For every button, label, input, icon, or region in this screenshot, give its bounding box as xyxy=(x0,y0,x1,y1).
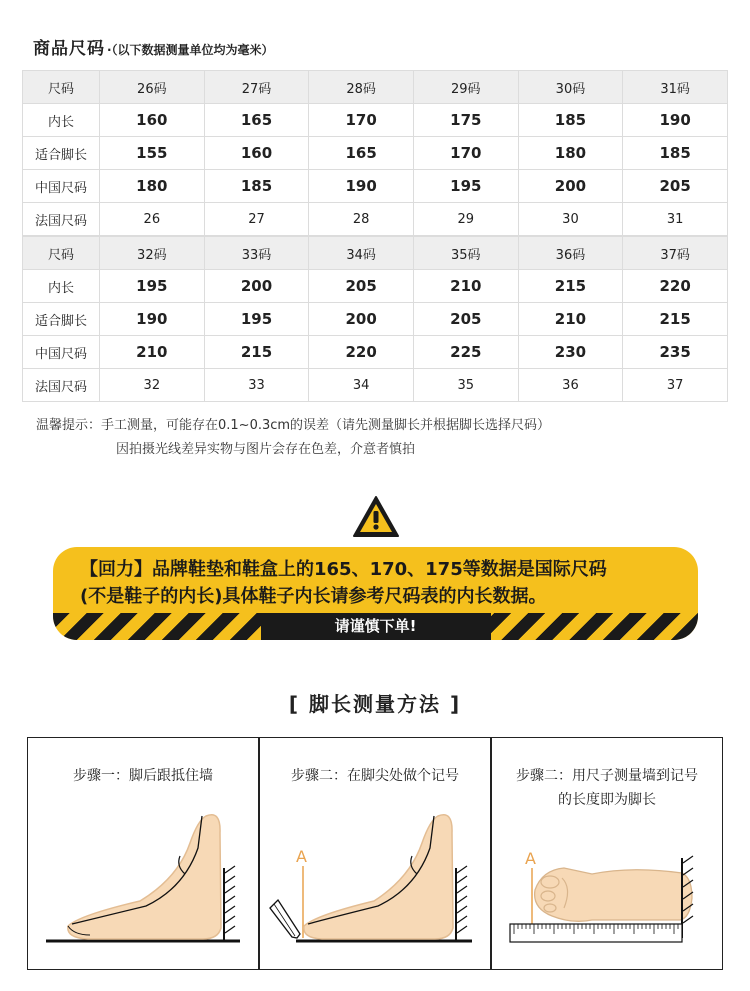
size-value-cell: 175 xyxy=(413,104,518,137)
size-value-cell: 26 xyxy=(100,203,205,236)
header-label-cell: 尺码 xyxy=(23,237,100,270)
size-value-cell: 195 xyxy=(100,270,205,303)
marker-a-label-2: A xyxy=(525,849,536,868)
size-value-cell: 27 xyxy=(204,203,309,236)
step-1-text: 步骤一：脚后跟抵住墙 xyxy=(73,768,213,784)
size-value-cell: 32 xyxy=(100,369,205,402)
size-header-row xyxy=(23,237,728,270)
row-label-cell: 适合脚长 xyxy=(23,137,100,170)
warning-icon xyxy=(352,495,400,539)
size-row xyxy=(23,137,728,170)
size-value-cell: 200 xyxy=(204,270,309,303)
step-panel-1 xyxy=(27,737,259,970)
size-value-cell: 190 xyxy=(309,170,414,203)
size-value-cell: 195 xyxy=(204,303,309,336)
size-value-cell: 33 xyxy=(204,369,309,402)
size-value-cell: 34 xyxy=(309,369,414,402)
size-header-cell: 26码 xyxy=(100,71,205,104)
size-value-cell: 205 xyxy=(623,170,728,203)
tips xyxy=(36,414,550,462)
size-value-cell: 215 xyxy=(623,303,728,336)
size-header-row xyxy=(23,71,728,104)
size-header-cell: 35码 xyxy=(413,237,518,270)
size-value-cell: 210 xyxy=(100,336,205,369)
size-value-cell: 155 xyxy=(100,137,205,170)
step-2-text: 步骤二：在脚尖处做个记号 xyxy=(291,768,459,784)
size-value-cell: 185 xyxy=(204,170,309,203)
size-value-cell: 205 xyxy=(413,303,518,336)
row-label-cell: 内长 xyxy=(23,104,100,137)
row-label-cell: 内长 xyxy=(23,270,100,303)
banner-line-2: (不是鞋子的内长)具体鞋子内长请参考尺码表的内长数据。 xyxy=(80,586,547,607)
size-value-cell: 225 xyxy=(413,336,518,369)
size-value-cell: 235 xyxy=(623,336,728,369)
size-value-cell: 210 xyxy=(413,270,518,303)
step-panel-3 xyxy=(491,737,723,970)
size-value-cell: 31 xyxy=(623,203,728,236)
size-value-cell: 215 xyxy=(204,336,309,369)
size-value-cell: 36 xyxy=(518,369,623,402)
header-label-cell: 尺码 xyxy=(23,71,100,104)
size-value-cell: 190 xyxy=(100,303,205,336)
step-3-line-1: 步骤二：用尺子测量墙到记号 xyxy=(516,768,698,784)
step-panel-2 xyxy=(259,737,491,970)
banner-line-1: 【回力】品牌鞋垫和鞋盒上的165、170、175等数据是国际尺码 xyxy=(80,559,607,580)
size-value-cell: 220 xyxy=(309,336,414,369)
size-row xyxy=(23,170,728,203)
size-row xyxy=(23,369,728,402)
size-header-cell: 30码 xyxy=(518,71,623,104)
size-value-cell: 185 xyxy=(518,104,623,137)
size-row xyxy=(23,203,728,236)
notice-banner xyxy=(53,547,698,640)
size-header-cell: 34码 xyxy=(309,237,414,270)
size-value-cell: 180 xyxy=(518,137,623,170)
size-header-cell: 31码 xyxy=(623,71,728,104)
page-subtitle: ·（以下数据测量单位均为毫米） xyxy=(107,43,274,57)
size-value-cell: 180 xyxy=(100,170,205,203)
marker-a-label-1: A xyxy=(296,847,307,866)
size-value-cell: 165 xyxy=(204,104,309,137)
size-row xyxy=(23,270,728,303)
row-label-cell: 适合脚长 xyxy=(23,303,100,336)
row-label-cell: 中国尺码 xyxy=(23,336,100,369)
size-value-cell: 190 xyxy=(623,104,728,137)
size-header-cell: 33码 xyxy=(204,237,309,270)
ruler xyxy=(510,924,682,942)
size-value-cell: 30 xyxy=(518,203,623,236)
size-header-cell: 32码 xyxy=(100,237,205,270)
step-3-line-2: 的长度即为脚长 xyxy=(558,792,656,808)
size-header-cell: 29码 xyxy=(413,71,518,104)
size-row xyxy=(23,303,728,336)
size-value-cell: 220 xyxy=(623,270,728,303)
size-value-cell: 29 xyxy=(413,203,518,236)
size-value-cell: 165 xyxy=(309,137,414,170)
row-label-cell: 法国尺码 xyxy=(23,369,100,402)
size-value-cell: 160 xyxy=(100,104,205,137)
size-value-cell: 205 xyxy=(309,270,414,303)
size-value-cell: 185 xyxy=(623,137,728,170)
size-value-cell: 28 xyxy=(309,203,414,236)
size-value-cell: 200 xyxy=(309,303,414,336)
size-value-cell: 160 xyxy=(204,137,309,170)
size-value-cell: 230 xyxy=(518,336,623,369)
size-header-cell: 36码 xyxy=(518,237,623,270)
size-header-cell: 28码 xyxy=(309,71,414,104)
size-value-cell: 200 xyxy=(518,170,623,203)
page-title: 商品尺码 ·（以下数据测量单位均为毫米） xyxy=(33,39,274,59)
size-value-cell: 195 xyxy=(413,170,518,203)
size-table-2 xyxy=(22,236,728,402)
size-value-cell: 37 xyxy=(623,369,728,402)
tip-line-1: 温馨提示：手工测量，可能存在0.1~0.3cm的误差（请先测量脚长并根据脚长选择尺码） xyxy=(36,418,551,433)
method-title: [ 脚长测量方法 ] xyxy=(288,692,462,716)
size-row xyxy=(23,104,728,137)
size-value-cell: 170 xyxy=(309,104,414,137)
size-value-cell: 170 xyxy=(413,137,518,170)
pencil-icon xyxy=(270,900,300,938)
row-label-cell: 中国尺码 xyxy=(23,170,100,203)
size-value-cell: 35 xyxy=(413,369,518,402)
tip-line-2: 因拍摄光线差异实物与图片会存在色差，介意者慎拍 xyxy=(116,442,416,457)
size-header-cell: 37码 xyxy=(623,237,728,270)
size-header-cell: 27码 xyxy=(204,71,309,104)
size-value-cell: 215 xyxy=(518,270,623,303)
ruler-measure-illustration xyxy=(492,738,722,969)
size-value-cell: 210 xyxy=(518,303,623,336)
banner-cta: 请谨慎下单! xyxy=(261,613,491,640)
mark-toe-illustration xyxy=(260,738,490,969)
foot-against-wall-illustration xyxy=(28,738,258,969)
size-table-1 xyxy=(22,70,728,236)
row-label-cell: 法国尺码 xyxy=(23,203,100,236)
size-row xyxy=(23,336,728,369)
